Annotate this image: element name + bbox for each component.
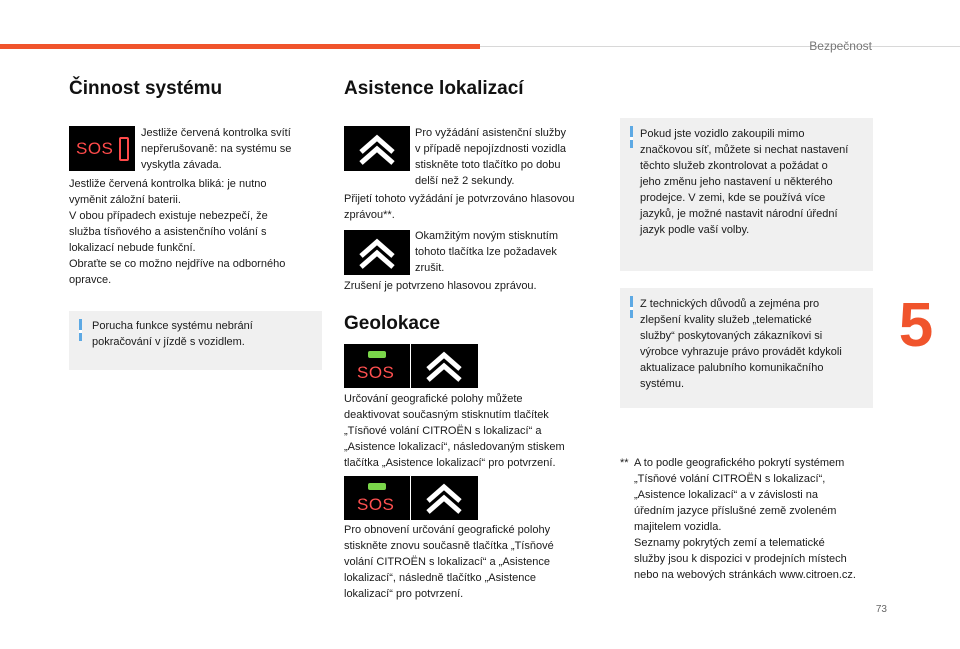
right-note-1-text: Pokud jste vozidlo zakoupili mimo značkovou síť, můžete si nechat nastavení těchto služeb zkontrolovat a požádat o jeho změnu jeho nastavení u některého prodejce. V zemi, kde se používá více jazyků, je možné nastavit národní úřední jazyk podle vaší volby. [640,128,849,236]
sos-button-illustration-2 [344,476,410,520]
middle-paragraph-2: Přijetí tohoto vyžádání je potvrzováno hlasovou zprávou**. [344,193,575,221]
geolocation-title: Geolokace [344,313,441,334]
left-paragraph-1: Jestliže červená kontrolka svítí nepřerušovaně: na systému se vyskytla závada. [141,127,292,171]
middle-paragraph-4: Zrušení je potvrzeno hlasovou zprávou. [344,280,537,292]
assistance-button-illustration-4 [411,476,478,520]
sos-label: SOS [76,139,114,158]
footnote-text: A to podle geografického pokrytí systémem „Tísňové volání CITROËN s lokalizací“, „Asistence lokalizací“ a v závislosti na úředním jazyce příslušné země zvoleném majitelem vozidla. Seznamy pokrytých zemí a telematické služby jsou k dispozici v prodejních místech nebo na webových stránkách www.citroen.cz. [634,457,856,581]
chevrons-icon [411,344,478,388]
page-number: 73 [875,604,887,615]
right-note-1 [620,118,873,271]
left-note [69,311,322,370]
left-paragraph-2: Jestliže červená kontrolka bliká: je nutno vyměnit záložní baterii. V obou případech existuje nebezpečí, že služba tísňového a asistenčního volání s lokalizací nebude funkční. Obraťte se co možno nejdříve na odborného opravce. [69,178,286,286]
chevrons-icon [411,476,478,520]
middle-paragraph-6: Pro obnovení určování geografické polohy stiskněte znovu současně tlačítka „Tísňové volání CITROËN s lokalizací“ a „Asistence lokalizací“, následně tlačítko „Asistence lokalizací“ pro potvrzení. [344,524,554,600]
middle-paragraph-5: Určování geografické polohy můžete deaktivovat současným stisknutím tlačítek „Tísňové volání CITROËN s lokalizací“ a „Asistence lokalizací“, následovaným stiskem tlačítka „Asistence lokalizací“ pro potvrzení. [344,393,565,469]
assistance-button-illustration-3 [411,344,478,388]
right-note-2-text: Z technických důvodů a zejména pro zlepšení kvality služeb „telematické služby“ poskytovaných zákazníkovi si výrobce vyhrazuje právo provádět kdykoli aktualizace palubního komunikačního systému. [640,298,842,390]
chapter-number: 5 [898,291,934,360]
left-note-text: Porucha funkce systému nebrání pokračování v jízdě s vozidlem. [92,320,253,348]
info-icon [630,126,637,148]
section-name: Bezpečnost [809,39,872,53]
green-led-icon [368,483,386,490]
middle-title: Asistence lokalizací [344,78,524,99]
warning-lamp-icon [119,137,129,161]
footnote-mark: ** [620,457,629,469]
green-led-icon [368,351,386,358]
sos-button-illustration [344,344,410,388]
assistance-button-illustration-2 [344,230,410,275]
left-title: Činnost systému [69,78,223,99]
middle-paragraph-3: Okamžitým novým stisknutím tohoto tlačítka lze požadavek zrušit. [415,230,559,274]
header-rule [480,46,960,47]
chevrons-icon [344,230,410,275]
right-note-2 [620,288,873,408]
sos-label: SOS [357,363,395,382]
assistance-button-illustration [344,126,410,171]
info-icon [630,296,637,318]
header-accent-bar [0,44,480,49]
sos-warning-illustration [69,126,135,171]
middle-paragraph-1: Pro vyžádání asistenční služby v případě nepojízdnosti vozidla stiskněte toto tlačítko po dobu delší než 2 sekundy. [415,127,567,187]
info-icon [79,319,86,341]
sos-label: SOS [357,495,395,514]
chevrons-icon [344,126,410,171]
